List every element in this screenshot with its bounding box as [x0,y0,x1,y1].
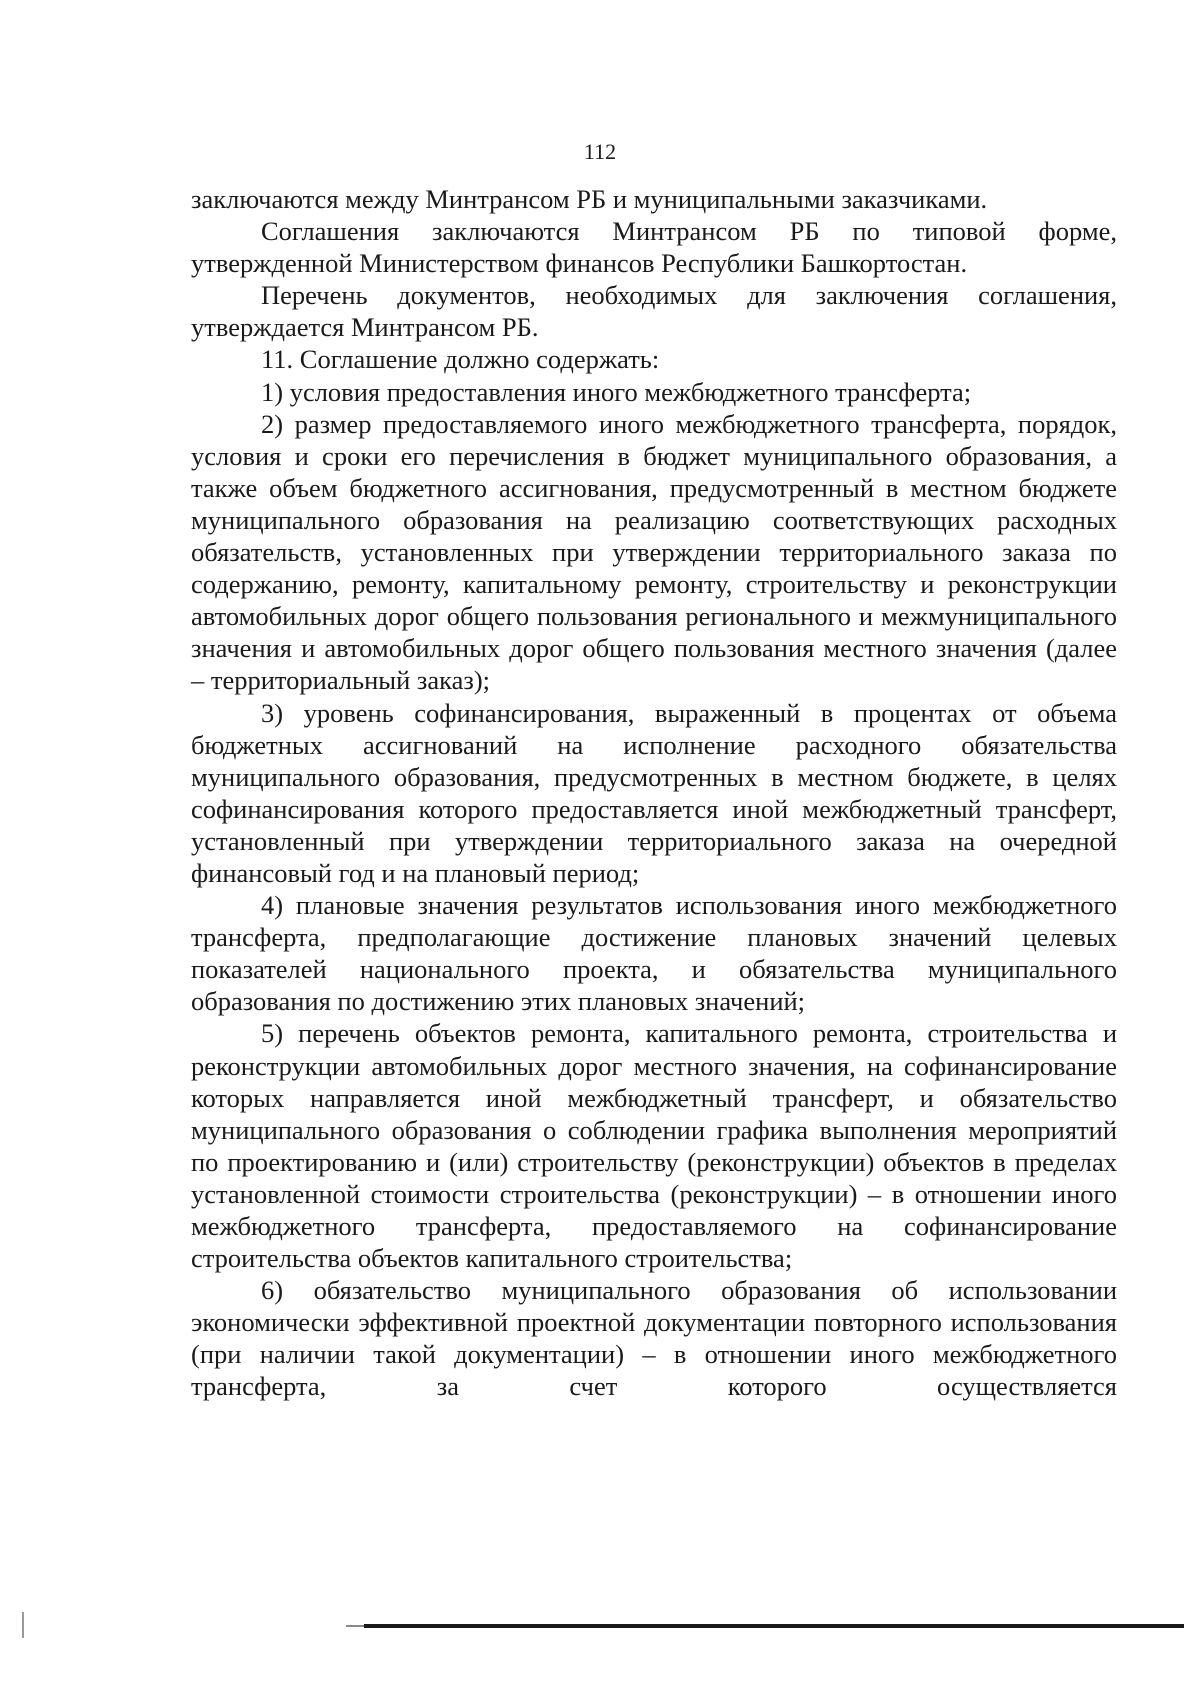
document-body [191,183,1117,1403]
paragraph-agreements-form: Соглашения заключаются Минтрансом РБ по типовой форме, утвержденной Министерством финансов Республики Башкортостан. [191,216,1117,279]
paragraph-item-6: 6) обязательство муниципального образования об использовании экономически эффективной проектной документации повторного использования (при наличии такой документации) – в отношении иного межбюджетного трансферта, за счет которого осуществляется [191,1275,1117,1402]
page-number: 112 [583,139,617,164]
paragraph-item-3: 3) уровень софинансирования, выраженный в процентах от объема бюджетных ассигнований на исполнение расходного обязательства муниципального образования, предусмотренных в местном бюджете, в целях софинансирования которого предоставляется иной межбюджетный трансферт, установленный при утверждении территориального заказа на очередной финансовый год и на плановый период; [191,697,1117,888]
paragraph-documents-list: Перечень документов, необходимых для заключения соглашения, утверждается Минтрансом РБ. [191,280,1117,343]
paragraph-item-1: 1) условия предоставления иного межбюджетного трансферта; [261,376,972,407]
scan-artifact-line-fade [346,1625,366,1627]
paragraph-continuation: заключаются между Минтрансом РБ и муниципальными заказчиками. [191,184,988,214]
paragraph-item-4: 4) плановые значения результатов использования иного межбюджетного трансферта, предполагающие достижение плановых значений целевых показателей национального проекта, и обязательства муниципального образования по достижению этих плановых значений; [191,890,1117,1017]
scan-artifact-line [364,1624,1184,1628]
paragraph-clause-11: 11. Соглашение должно содержать: [261,344,660,375]
scan-margin-mark [22,1612,24,1638]
paragraph-item-5: 5) перечень объектов ремонта, капитального ремонта, строительства и реконструкции автомобильных дорог местного значения, на софинансирование которых направляется иной межбюджетный трансферт, и обязательство муниципального образования о соблюдении графика выполнения мероприятий по проектированию и (или) строительству (реконструкции) объектов в пределах установленной стоимости строительства (реконструкции) – в отношении иного межбюджетного трансферта, предоставляемого на софинансирование строительства объектов капитального строительства; [191,1018,1117,1274]
paragraph-item-2: 2) размер предоставляемого иного межбюджетного трансферта, порядок, условия и сроки его перечисления в бюджет муниципального образования, а также объем бюджетного ассигнования, предусмотренный в местном бюджете муниципального образования на реализацию соответствующих расходных обязательств, установленных при утверждении территориального заказа по содержанию, ремонту, капитальному ремонту, строительству и реконструкции автомобильных дорог общего пользования регионального и межмуниципального значения и автомобильных дорог общего пользования местного значения (далее – территориальный заказ); [191,408,1117,696]
